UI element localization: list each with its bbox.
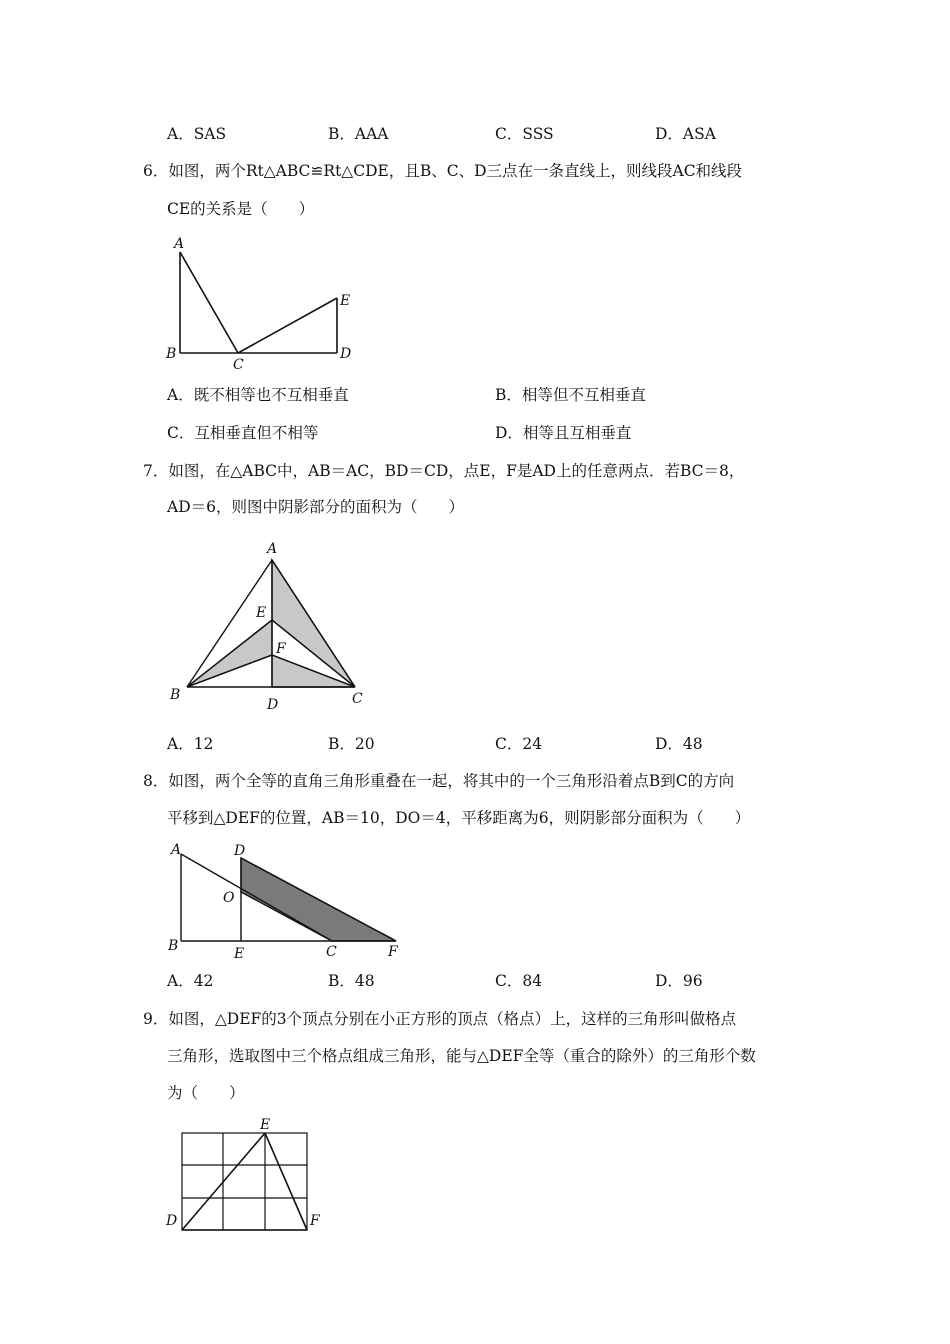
- q7-label-c: C: [352, 691, 363, 707]
- q9-stem-line2: 三角形，选取图中三个格点组成三角形，能与△DEF全等（重合的除外）的三角形个数: [167, 1047, 756, 1065]
- q9-stem-line1: 9．如图，△DEF的3个顶点分别在小正方形的顶点（格点）上，这样的三角形叫做格点: [143, 1010, 737, 1028]
- q6-stem-line1: 6．如图，两个Rt△ABC≌Rt△CDE，且B、C、D三点在一条直线上，则线段AC和线段: [143, 162, 743, 180]
- q8-label-b: B: [168, 938, 179, 954]
- q5-option-b: B．AAA: [328, 125, 389, 143]
- q7-option-a: A．12: [167, 735, 214, 753]
- q6-option-a: A．既不相等也不互相垂直: [167, 386, 349, 404]
- q8-option-a: A．42: [167, 972, 214, 990]
- q8-stem-line1: 8．如图，两个全等的直角三角形重叠在一起，将其中的一个三角形沿着点B到C的方向: [143, 772, 735, 790]
- q8-figure: [160, 838, 420, 968]
- q8-label-c: C: [326, 944, 337, 960]
- q7-option-d: D．48: [655, 735, 703, 753]
- q8-label-a: A: [171, 842, 182, 858]
- q7-figure: [160, 535, 380, 715]
- q9-stem-line3: 为（ ）: [167, 1084, 245, 1102]
- q8-option-c: C．84: [495, 972, 543, 990]
- q8-stem-line2: 平移到△DEF的位置，AB＝10，DO＝4，平移距离为6，则阴影部分面积为（ ）: [167, 809, 751, 827]
- q5-option-c: C．SSS: [495, 125, 554, 143]
- q7-option-c: C．24: [495, 735, 543, 753]
- q6-option-b: B．相等但不互相垂直: [495, 386, 646, 404]
- q7-stem-line1: 7．如图，在△ABC中，AB＝AC，BD＝CD，点E，F是AD上的任意两点．若BC＝8，: [143, 462, 745, 480]
- q6-label-e: E: [340, 293, 351, 309]
- q7-label-f: F: [276, 641, 286, 657]
- q8-label-f: F: [388, 944, 398, 960]
- q6-label-c: C: [233, 357, 244, 373]
- q5-option-d: D．ASA: [655, 125, 716, 143]
- q7-option-b: B．20: [328, 735, 375, 753]
- q7-stem-line2: AD＝6，则图中阴影部分的面积为（ ）: [167, 498, 464, 516]
- q6-option-c: C．互相垂直但不相等: [167, 424, 319, 442]
- q7-label-a: A: [267, 541, 278, 557]
- q5-option-a: A．SAS: [167, 125, 227, 143]
- q6-label-d: D: [340, 346, 352, 362]
- q8-label-o: O: [223, 890, 235, 906]
- q8-option-d: D．96: [655, 972, 703, 990]
- q8-option-b: B．48: [328, 972, 375, 990]
- q6-label-b: B: [166, 346, 177, 362]
- q6-stem-line2: CE的关系是（ ）: [167, 200, 315, 218]
- q6-option-d: D．相等且互相垂直: [495, 424, 632, 442]
- q7-label-d: D: [267, 697, 279, 713]
- q9-label-d: D: [166, 1213, 178, 1229]
- q7-label-b: B: [170, 687, 181, 703]
- q6-figure: [160, 230, 360, 373]
- q9-figure: [160, 1115, 340, 1235]
- q7-label-e: E: [256, 605, 267, 621]
- q8-label-e: E: [234, 946, 245, 962]
- q6-label-a: A: [174, 236, 185, 252]
- q9-label-e: E: [260, 1117, 271, 1133]
- q8-label-d: D: [234, 843, 246, 859]
- q9-label-f: F: [310, 1213, 320, 1229]
